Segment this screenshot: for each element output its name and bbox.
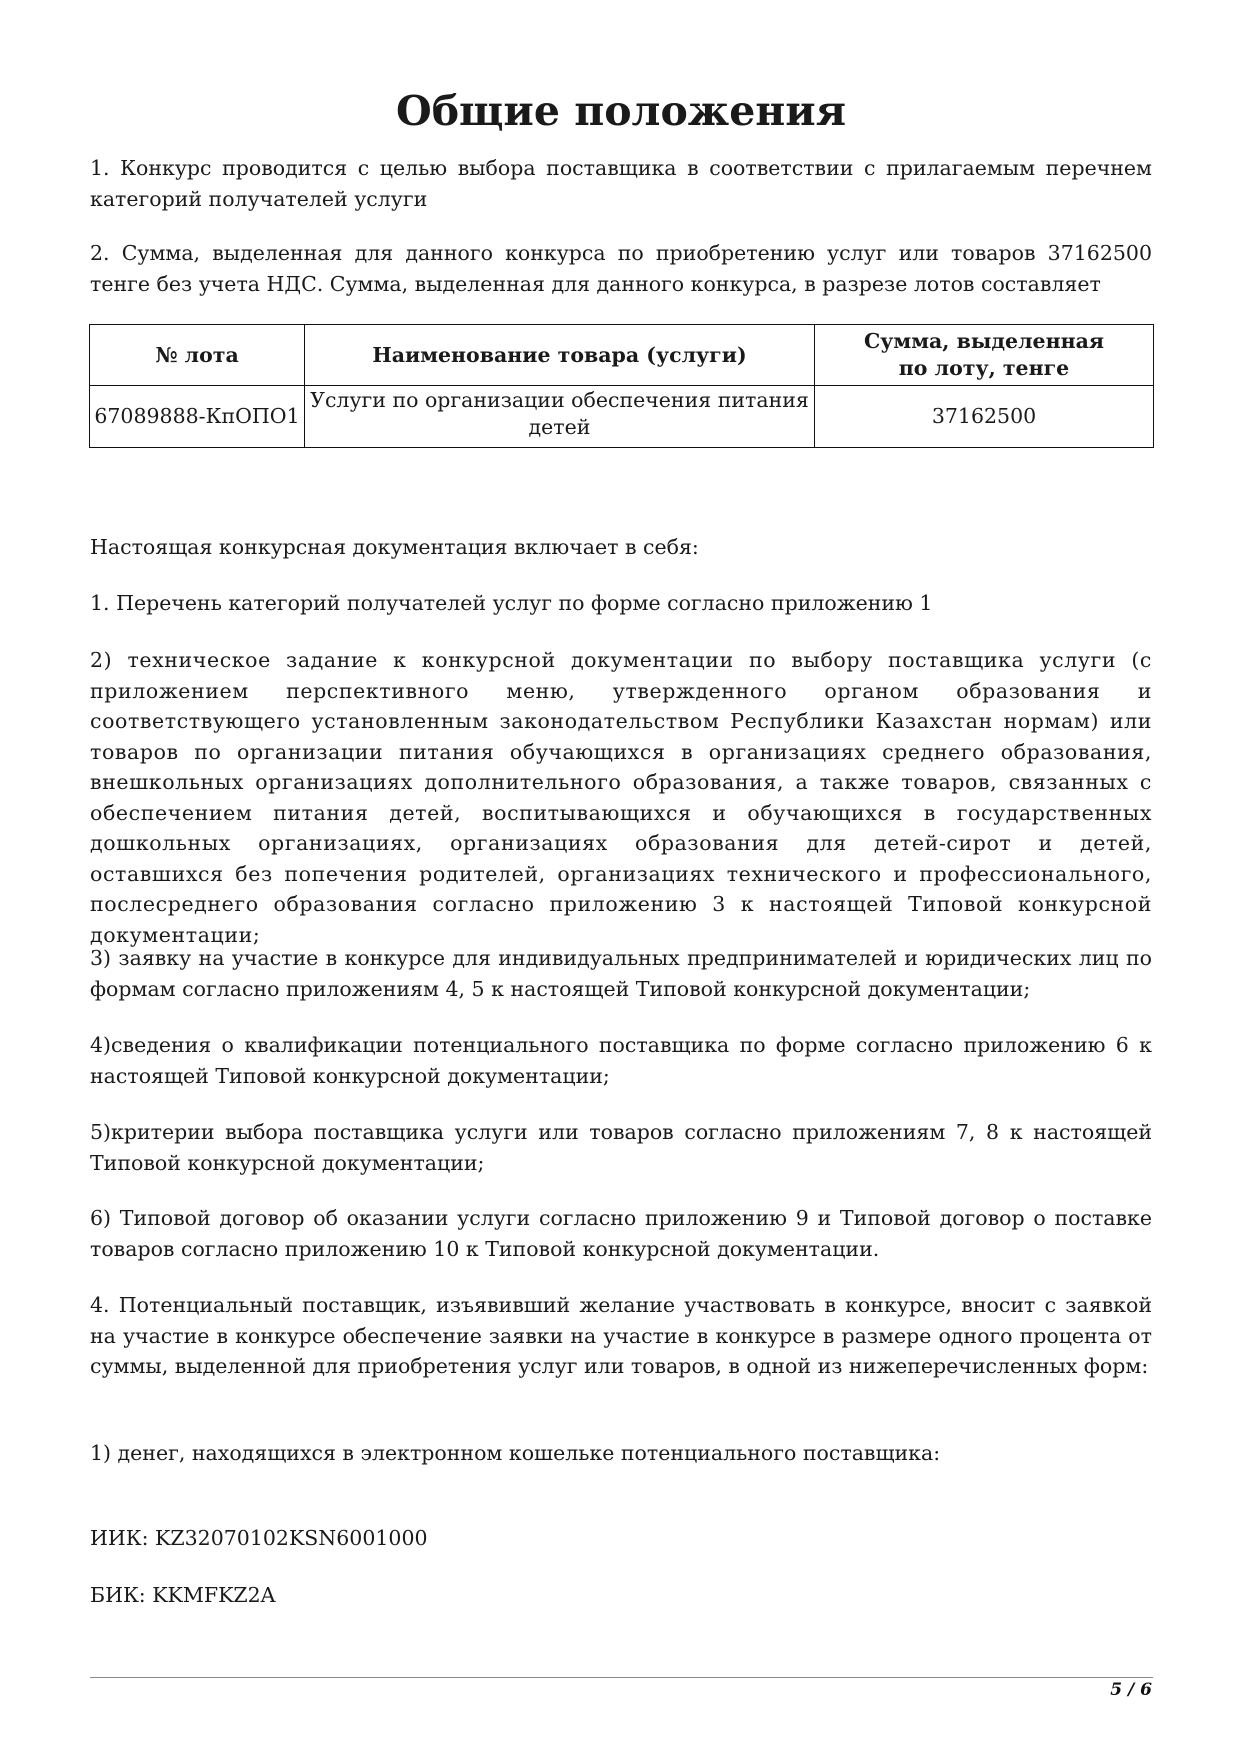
security-paragraph-4: 4. Потенциальный поставщик, изъявивший желание участвовать в конкурсе, вносит с заявкой на участие в конкурсе обеспечение заявки на участие в конкурсе в размере одного процента от суммы, выделенной для приобретения услуг или товаров, в одной из нижеперечисленных форм: [90,1293,1152,1378]
cell-amount: 37162500 [815,386,1154,448]
includes-item-5: 5)критерии выбора поставщика услуги или товаров согласно приложениям 7, 8 к настоящей Типовой конкурсной документации; [90,1120,1152,1175]
header-lot-number: № лота [90,325,305,386]
table-row [90,386,1154,448]
includes-item-6: 6) Типовой договор об оказании услуги согласно приложению 9 и Типовой договор о поставке товаров согласно приложению 10 к Типовой конкурсной документации. [90,1206,1152,1261]
iik-value: ИИК: KZ32070102KSN6001000 [90,1526,428,1550]
includes-item-4: 4)сведения о квалификации потенциального поставщика по форме согласно приложению 6 к настоящей Типовой конкурсной документации; [90,1033,1152,1088]
bik-value: БИК: KKMFKZ2A [90,1583,276,1607]
cell-lot-number: 67089888-КпОПО1 [90,386,305,448]
section-title: Общие положения [396,87,846,135]
includes-intro: Настоящая конкурсная документация включает в себя: [90,535,699,559]
includes-item-1: 1. Перечень категорий получателей услуг по форме согласно приложению 1 [90,591,933,615]
cell-name: Услуги по организации обеспечения питания детей [305,386,815,448]
includes-item-2: 2) техническое задание к конкурсной документации по выбору поставщика услуги (с приложением перспективного меню, утвержденного органом образования и соответствующего установленным законодательством Республики Казахстан нормам) или товаров по организации питания обучающихся в организациях среднего образования, внешкольных организациях дополнительного образования, а также товаров, связанных с обеспечением питания детей, воспитывающихся и обучающихся в государственных дошкольных организациях, организациях образования для детей-сирот и детей, оставшихся без попечения родителей, организациях технического и профессионального, послесреднего образования согласно приложению 3 к настоящей Типовой конкурсной документации; [90,648,1152,947]
header-amount [815,325,1154,386]
paragraph-1: 1. Конкурс проводится с целью выбора поставщика в соответствии с прилагаемым перечнем категорий получателей услуги [90,156,1152,211]
footer-divider [90,1677,1153,1678]
security-form-1: 1) денег, находящихся в электронном кошельке потенциального поставщика: [90,1441,941,1465]
header-amount-text: Сумма, выделенная по лоту, тенге [863,329,1105,380]
table-header-row [90,325,1154,386]
includes-item-3: 3) заявку на участие в конкурсе для индивидуальных предпринимателей и юридических лиц по формам согласно приложениям 4, 5 к настоящей Типовой конкурсной документации; [90,946,1152,1001]
paragraph-2: 2. Сумма, выделенная для данного конкурса по приобретению услуг или товаров 37162500 тенге без учета НДС. Сумма, выделенная для данного конкурса, в разрезе лотов составляет [90,241,1152,296]
page-number: 5 / 6 [1110,1680,1152,1700]
header-name: Наименование товара (услуги) [305,325,815,386]
lots-table [89,324,1154,448]
